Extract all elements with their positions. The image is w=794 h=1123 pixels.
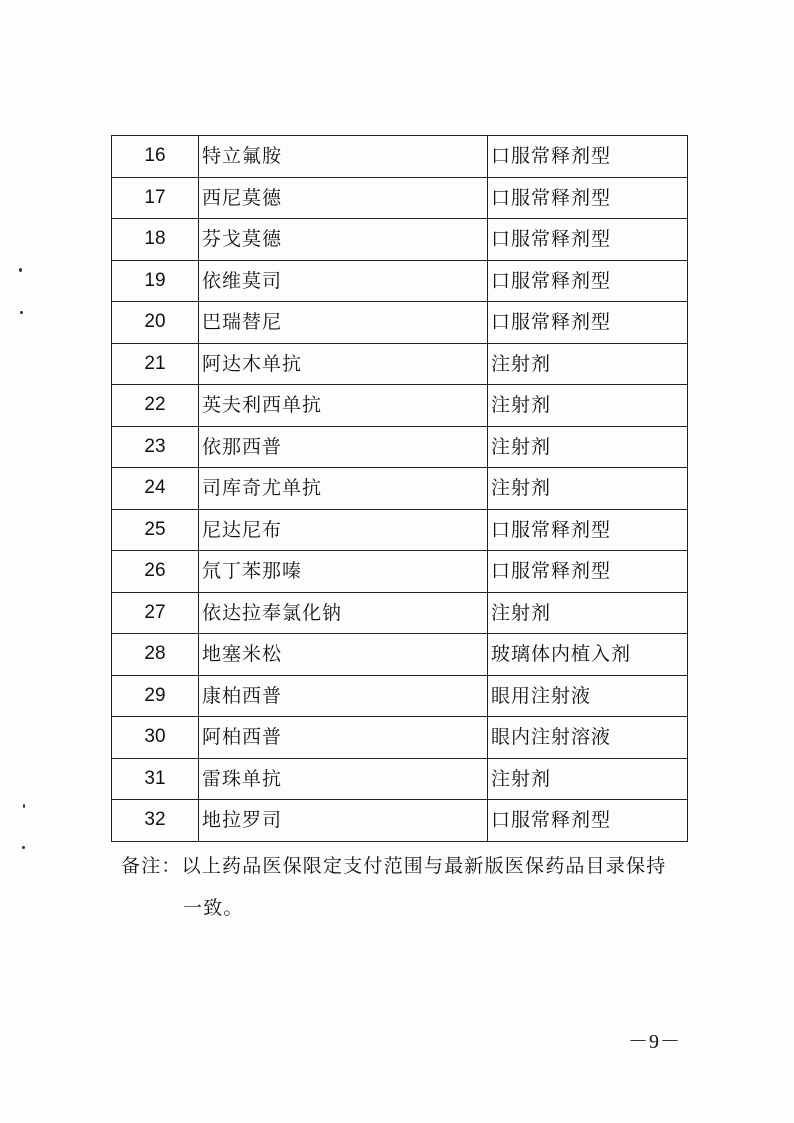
row-number-cell: 28 <box>112 634 199 676</box>
dosage-form-cell: 注射剂 <box>488 385 688 427</box>
row-number-cell: 32 <box>112 800 199 842</box>
drug-name-cell: 英夫利西单抗 <box>199 385 488 427</box>
remark-line-2: 一致。 <box>183 897 244 919</box>
dosage-form-cell: 口服常释剂型 <box>488 219 688 261</box>
row-number-cell: 17 <box>112 177 199 219</box>
drug-name-cell: 西尼莫德 <box>199 177 488 219</box>
table-row <box>112 385 688 427</box>
row-number-cell: 30 <box>112 717 199 759</box>
dosage-form-cell: 注射剂 <box>488 343 688 385</box>
table-row <box>112 592 688 634</box>
table-row <box>112 177 688 219</box>
drug-name-cell: 依达拉奉氯化钠 <box>199 592 488 634</box>
dosage-form-cell: 口服常释剂型 <box>488 177 688 219</box>
table-row <box>112 302 688 344</box>
drug-name-cell: 依维莫司 <box>199 260 488 302</box>
drug-name-cell: 尼达尼布 <box>199 509 488 551</box>
drug-name-cell: 依那西普 <box>199 426 488 468</box>
dosage-form-cell: 口服常释剂型 <box>488 302 688 344</box>
row-number-cell: 18 <box>112 219 199 261</box>
dosage-form-cell: 注射剂 <box>488 592 688 634</box>
drug-name-cell: 阿柏西普 <box>199 717 488 759</box>
table-row <box>112 551 688 593</box>
dosage-form-cell: 眼用注射液 <box>488 675 688 717</box>
row-number-cell: 16 <box>112 136 199 178</box>
table-row <box>112 219 688 261</box>
table-row <box>112 675 688 717</box>
row-number-cell: 22 <box>112 385 199 427</box>
table-row <box>112 343 688 385</box>
scan-speck <box>23 804 25 808</box>
row-number-cell: 24 <box>112 468 199 510</box>
drug-name-cell: 康柏西普 <box>199 675 488 717</box>
table-row <box>112 426 688 468</box>
remark-line-1: 备注：以上药品医保限定支付范围与最新版医保药品目录保持 <box>121 855 667 877</box>
drug-name-cell: 氘丁苯那嗪 <box>199 551 488 593</box>
drug-name-cell: 巴瑞替尼 <box>199 302 488 344</box>
row-number-cell: 31 <box>112 758 199 800</box>
dosage-form-cell: 口服常释剂型 <box>488 509 688 551</box>
dosage-form-cell: 口服常释剂型 <box>488 260 688 302</box>
row-number-cell: 23 <box>112 426 199 468</box>
drug-name-cell: 阿达木单抗 <box>199 343 488 385</box>
drug-name-cell: 雷珠单抗 <box>199 758 488 800</box>
table-row <box>112 800 688 842</box>
scan-speck <box>20 311 23 314</box>
dosage-form-cell: 注射剂 <box>488 758 688 800</box>
drug-table <box>111 135 688 842</box>
drug-name-cell: 特立氟胺 <box>199 136 488 178</box>
table-row <box>112 717 688 759</box>
drug-name-cell: 地拉罗司 <box>199 800 488 842</box>
scan-speck <box>19 268 22 272</box>
scan-speck <box>22 846 25 849</box>
drug-table-body <box>112 136 688 842</box>
row-number-cell: 29 <box>112 675 199 717</box>
dosage-form-cell: 口服常释剂型 <box>488 551 688 593</box>
table-row <box>112 509 688 551</box>
table-row <box>112 634 688 676</box>
row-number-cell: 25 <box>112 509 199 551</box>
row-number-cell: 21 <box>112 343 199 385</box>
table-row <box>112 260 688 302</box>
dosage-form-cell: 口服常释剂型 <box>488 800 688 842</box>
dosage-form-cell: 眼内注射溶液 <box>488 717 688 759</box>
table-row <box>112 468 688 510</box>
table-row <box>112 758 688 800</box>
row-number-cell: 26 <box>112 551 199 593</box>
row-number-cell: 19 <box>112 260 199 302</box>
page-number: －9－ <box>628 1031 681 1053</box>
row-number-cell: 27 <box>112 592 199 634</box>
dosage-form-cell: 口服常释剂型 <box>488 136 688 178</box>
drug-name-cell: 芬戈莫德 <box>199 219 488 261</box>
dosage-form-cell: 玻璃体内植入剂 <box>488 634 688 676</box>
drug-name-cell: 司库奇尤单抗 <box>199 468 488 510</box>
row-number-cell: 20 <box>112 302 199 344</box>
dosage-form-cell: 注射剂 <box>488 468 688 510</box>
table-row <box>112 136 688 178</box>
dosage-form-cell: 注射剂 <box>488 426 688 468</box>
drug-name-cell: 地塞米松 <box>199 634 488 676</box>
